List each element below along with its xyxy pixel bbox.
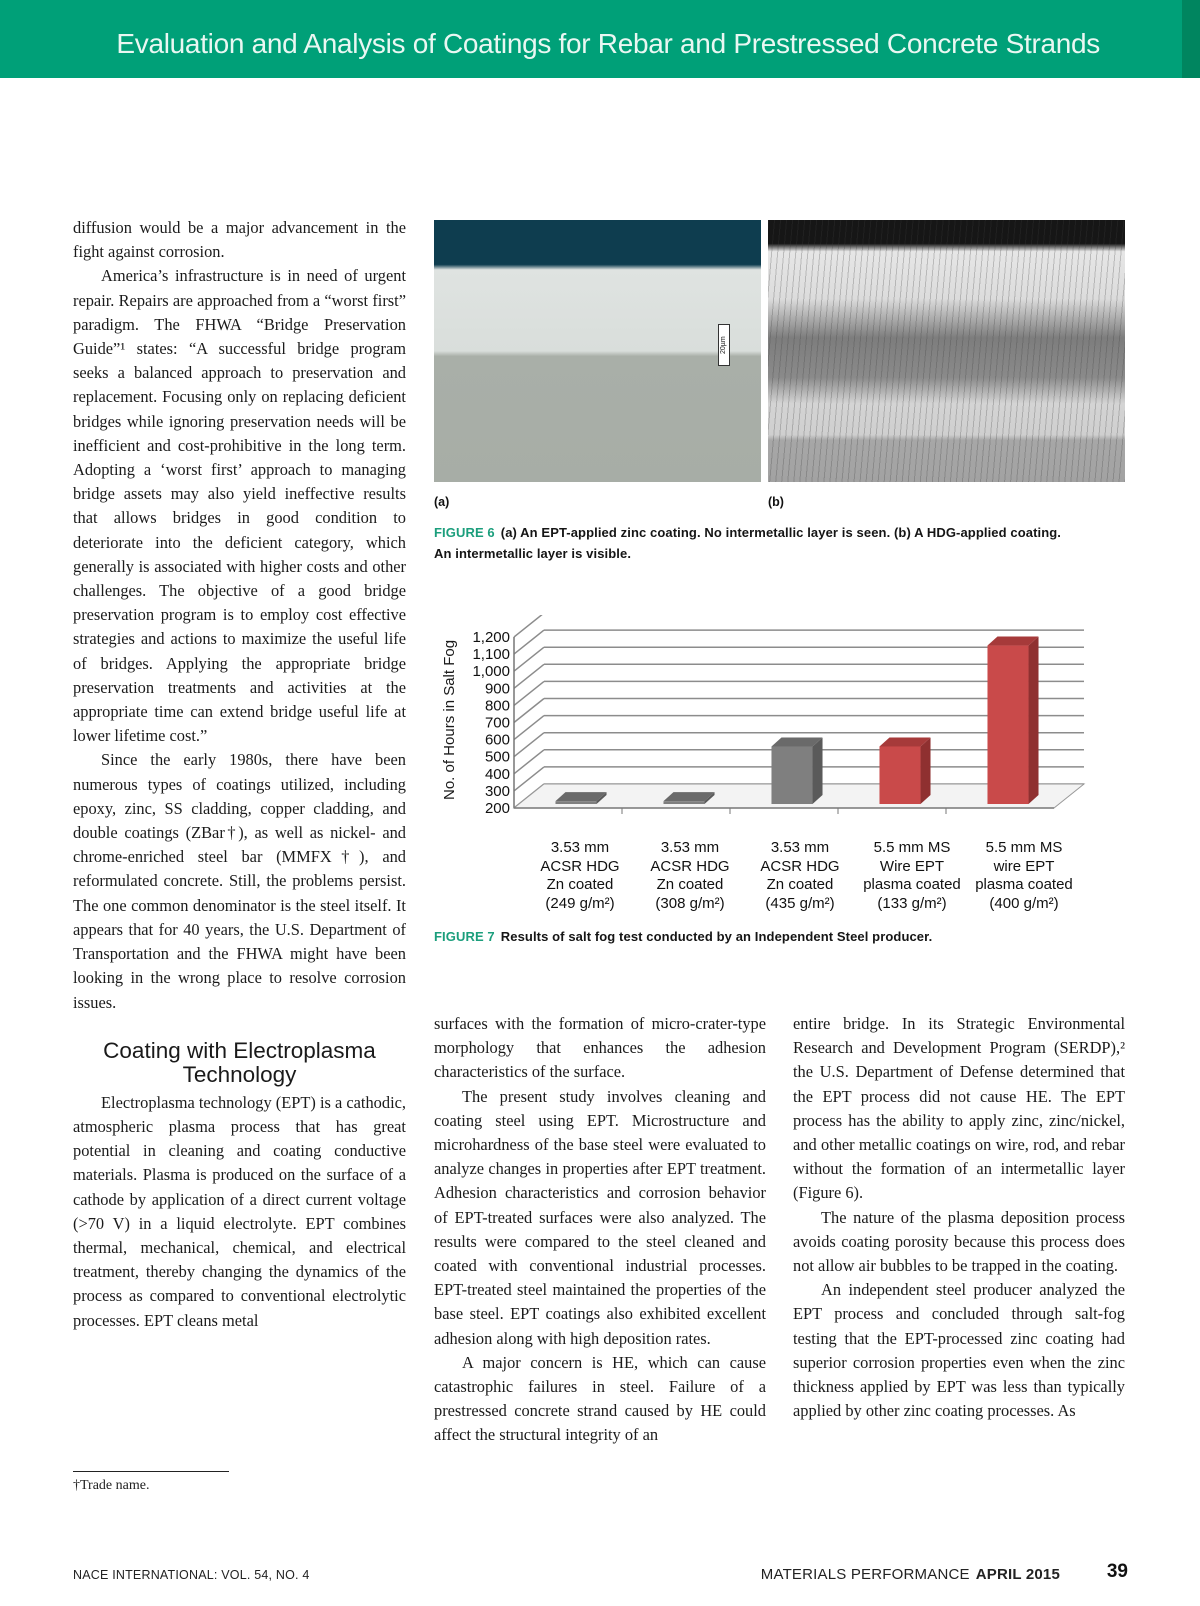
y-axis-title-text: No. of Hours in Salt Fog (441, 639, 458, 800)
caption-text: Results of salt fog test conducted by an Independent Steel producer. (500, 929, 933, 944)
category-label: 3.53 mm ACSR HDG Zn coated (435 g/m²) (760, 839, 840, 912)
text-column-3 (793, 1012, 1125, 1423)
paragraph: Since the early 1980s, there have been numerous types of coatings utilized, including epoxy, zinc, SS cladding, copper cladding, and double coatings (ZBar†), as well as nickel- and chrome-enriched steel bar (MMFX†), and reformulated concrete. Still, the problems persist. The one common denominator is the steel itself. It appears that for 40 years, the U.S. Department of Transportation and the FHWA might have been looking in the wrong place to resolve corrosion issues. (73, 750, 406, 1012)
micrograph-ept-coating (434, 220, 761, 482)
footer-publication (761, 1566, 1060, 1583)
svg-text:1,200: 1,200 (472, 629, 510, 646)
header-edge-strip (1182, 0, 1200, 78)
footer-date: APRIL 2015 (975, 1566, 1060, 1583)
caption-text: (a) An EPT-applied zinc coating. No intermetallic layer is seen. (b) A HDG-applied coating. An intermetallic layer is visible. (434, 525, 1062, 561)
text-column-1 (73, 216, 406, 1333)
paragraph: surfaces with the formation of micro-crater-type morphology that enhances the adhesion characteristics of the surface. (434, 1014, 766, 1082)
figure-6-caption (434, 522, 1074, 564)
scale-bar: 20µm (718, 324, 730, 366)
svg-text:300: 300 (484, 782, 510, 800)
footer-journal-info (73, 1568, 310, 1582)
bar (879, 737, 930, 804)
subfigure-a-label: (a) (434, 495, 450, 509)
subfigure-b-label: (b) (768, 495, 784, 509)
bar (987, 637, 1038, 804)
category-label: 3.53 mm ACSR HDG Zn coated (249 g/m²) (540, 839, 620, 912)
category-label: 3.53 mm ACSR HDG Zn coated (308 g/m²) (650, 839, 730, 912)
svg-text:400: 400 (484, 765, 510, 783)
figure-label: FIGURE 6 (434, 525, 495, 540)
svg-text:200: 200 (484, 800, 510, 817)
chart-plot-area (434, 615, 1114, 845)
footnote-divider (73, 1471, 229, 1472)
category-label: 5.5 mm MS wire EPT plasma coated (400 g/m²) (975, 839, 1073, 912)
figure-label: FIGURE 7 (434, 929, 495, 944)
paragraph: America’s infrastructure is in need of urgent repair. Repairs are approached from a “worst first” paradigm. The FHWA “Bridge Preservation Guide”¹ states: “A successful bridge program seeks a balanced approach to preservation and replacement. Focusing only on replacing deficient bridges while ignoring preservation needs will be inefficient and cost-prohibitive in the long term. Adopting a ‘worst first’ approach to managing bridge assets may also yield ineffective results that allows bridges in good condition to deteriorate into the deficient category, which generally is associated with higher costs and other challenges. The objective of a good bridge preservation program is to employ cost effective strategies and actions to maximize the useful life of bridges. Applying the appropriate bridge preservation treatments and activities at the appropriate time can extend bridge useful life at lower lifetime cost.” (73, 266, 406, 746)
page-number: 39 (1106, 1561, 1128, 1582)
footer-pub-name: MATERIALS PERFORMANCE (760, 1566, 970, 1583)
svg-text:1,100: 1,100 (472, 646, 510, 664)
svg-text:800: 800 (484, 697, 510, 715)
category-label: 5.5 mm MS Wire EPT plasma coated (133 g/m²) (863, 839, 961, 912)
paragraph: An independent steel producer analyzed the EPT process and concluded through salt-fog testing that the EPT-processed zinc coating had superior corrosion properties even when the zinc thickness applied by EPT was less than typically applied by other zinc coating processes. As (793, 1280, 1125, 1421)
paragraph: The present study involves cleaning and coating steel using EPT. Microstructure and microhardness of the base steel were evaluated to analyze changes in properties after EPT treatment. Adhesion characteristics and corrosion behavior of EPT-treated surfaces were also analyzed. The results were compared to the steel cleaned and coated with conventional industrial processes. EPT-treated steel maintained the properties of the base steel. EPT coatings also exhibited excellent adhesion along with high deposition rates. (434, 1086, 766, 1348)
paragraph: A major concern is HE, which can cause catastrophic failures in steel. Failure of a prestressed concrete strand caused by HE could affect the structural integrity of an (434, 1352, 766, 1445)
footnote: †Trade name. (73, 1478, 150, 1493)
figure-7-caption (434, 926, 1094, 947)
svg-text:900: 900 (484, 680, 510, 698)
running-header-title: Evaluation and Analysis of Coatings for Rebar and Prestressed Concrete Strands (116, 28, 1100, 59)
paragraph: diffusion would be a major advancement in the fight against corrosion. (73, 218, 406, 262)
footer-org: NACE INTERNATIONAL: (73, 1568, 218, 1582)
svg-text:1,000: 1,000 (472, 663, 510, 681)
svg-text:500: 500 (484, 748, 510, 766)
svg-text:600: 600 (484, 731, 510, 749)
footer-volume: VOL. 54, NO. 4 (217, 1568, 310, 1582)
section-heading: Coating with Electroplasma Technology (103, 1037, 376, 1087)
header-band (0, 0, 1200, 78)
text-column-2 (434, 1012, 766, 1448)
paragraph: Electroplasma technology (EPT) is a cathodic, atmospheric plasma process that has great potential in cleaning and coating conductive materials. Plasma is produced on the surface of a cathode by application of a direct current voltage (>70 V) in a liquid electrolyte. EPT combines thermal, mechanical, chemical, and electrical treatment, thereby changing the dynamics of the process as compared to conventional electrolytic processes. EPT cleans metal (73, 1092, 406, 1330)
paragraph: entire bridge. In its Strategic Environmental Research and Development Program (SERDP),² the U.S. Department of Defense determined that the EPT process did not cause HE. The EPT process has the ability to apply zinc, zinc/nickel, and other metallic coatings on wire, rod, and rebar without the formation of an intermetallic layer (Figure 6). (793, 1014, 1125, 1203)
bar (771, 737, 822, 804)
svg-text:700: 700 (484, 714, 510, 732)
paragraph: The nature of the plasma deposition process avoids coating porosity because this process does not allow air bubbles to be trapped in the coating. (793, 1207, 1125, 1276)
micrograph-hdg-coating (768, 220, 1125, 482)
